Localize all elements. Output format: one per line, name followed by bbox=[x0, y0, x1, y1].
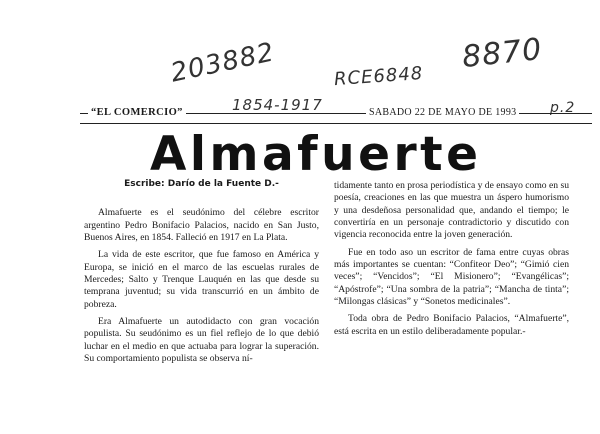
newspaper-name: “EL COMERCIO” bbox=[88, 107, 186, 118]
paragraph: tidamente tanto en prosa periodística y de ensayo como en su poesía, creaciones en las que muestra un áspero humorismo y una desdeñosa personalidad que, andando el tiempo; le convertiría en un personaje contradictorio y discutido con vigencia reconocida entre la joven generación. bbox=[334, 180, 569, 241]
byline: Escribe: Darío de la Fuente D.- bbox=[124, 179, 279, 189]
paragraph: Almafuerte es el seudónimo del célebre escritor argentino Pedro Bonifacio Palacios, nacido en San Justo, Buenos Aires, en 1854. Falleció en 1917 en La Plata. bbox=[84, 207, 319, 244]
article-column-left bbox=[84, 178, 319, 370]
paragraph: Era Almafuerte un autodidacto con gran vocación populista. Su seudónimo es un fiel reflejo de lo que debió luchar en el medio en que actuaba para lograr la superación. Su comportamiento populista se observa ní- bbox=[84, 316, 319, 365]
handwritten-years: 1854-1917 bbox=[232, 96, 323, 114]
publication-date: SABADO 22 DE MAYO DE 1993 bbox=[366, 107, 519, 118]
handwritten-page-mark: p.2 bbox=[550, 100, 576, 116]
header-rule-bottom bbox=[80, 123, 592, 124]
article-column-right bbox=[334, 180, 569, 343]
handwritten-code-left: 203882 bbox=[168, 37, 278, 89]
paragraph: Fue en todo aso un escritor de fama entre cuyas obras más importantes se cuentan: “Confiteor Deo”; “Gimió cien veces”; “Vencidos”; “El Misionero”; “Evangélicas”; “Apóstrofe”; “Una sombra de la patria”; “Mancha de tinta”; “Milongas clásicas” y “Sonetos medicinales”. bbox=[334, 246, 569, 308]
paragraph: La vida de este escritor, que fue famoso en América y Europa, se inició en el marco de las escuelas rurales de Mercedes; Salto y Trenque Lauquén en las que desde su temprana juventud; su vida transcurrió en un ámbito de pobreza. bbox=[84, 249, 319, 310]
handwritten-code-top-right: 8870 bbox=[460, 31, 544, 76]
article-title: Almafuerte bbox=[150, 127, 482, 182]
handwritten-code-middle: RCE6848 bbox=[333, 62, 424, 91]
paragraph: Toda obra de Pedro Bonifacio Palacios, “Almafuerte”, está escrita en un estilo deliberadamente popular.- bbox=[334, 313, 569, 337]
